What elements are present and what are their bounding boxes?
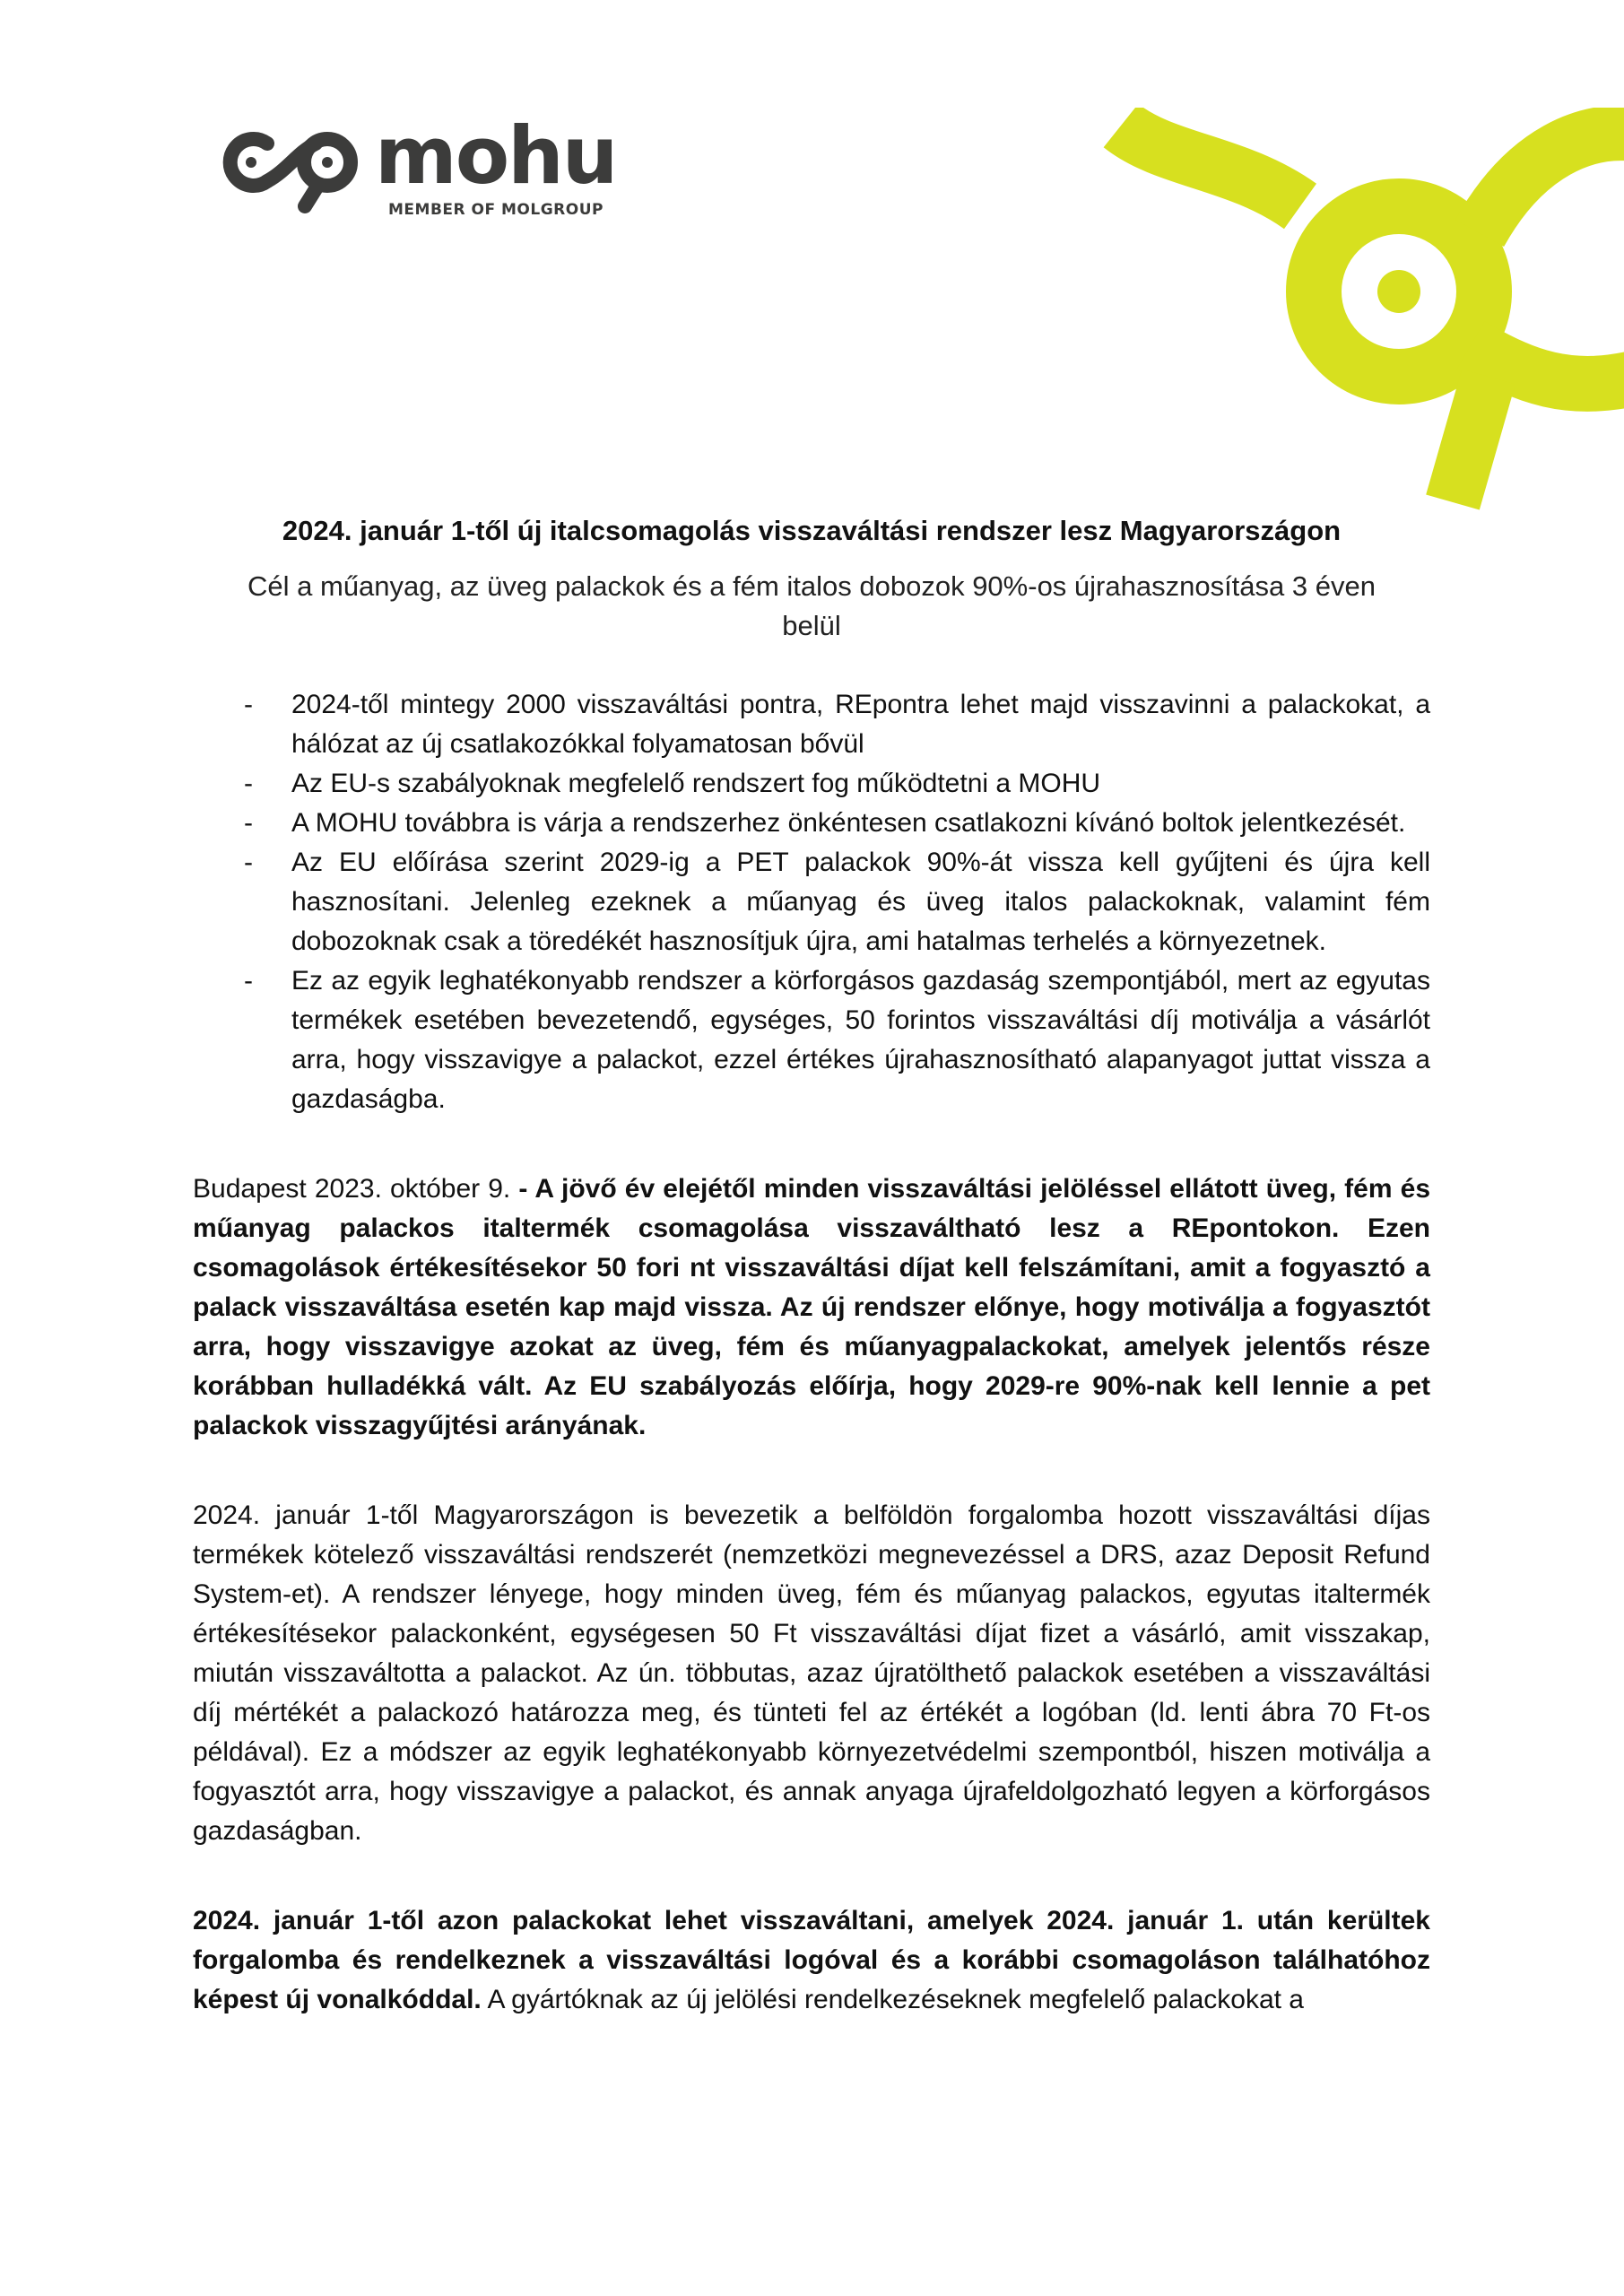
decorative-lime-swirl [1103,108,1624,511]
list-item: - Az EU-s szabályoknak megfelelő rendszert fog működtetni a MOHU [244,769,1101,798]
list-item: - Ez az egyik leghatékonyabb rendszer a körforgásos gazdaság szempontjából, mert az egyutas termékek esetében bevezetendő, egységes, 50 forintos visszaváltási díj motiválja a vásárlót arra, hogy visszavigye a palackot, ezzel értékes újrahasznosítható alapanyagot juttat vissza a gazdaságba. [244,966,1430,1114]
key-points-list [193,685,1430,1119]
document-title: 2024. január 1-től új italcsomagolás visszaváltási rendszer lesz Magyarországon [282,515,1342,546]
list-item: - Az EU előírása szerint 2029-ig a PET palackok 90%-át vissza kell gyűjteni és újra kell hasznosítani. Jelenleg ezeknek a műanyag és üveg italos palackoknak, valamint fém dobozoknak csak a töredékét hasznosítjuk újra, ami hatalmas terhelés a környezetnek. [244,848,1430,956]
document-subtitle: Cél a műanyag, az üveg palackok és a fém italos dobozok 90%-os újrahasznosítása 3 éven belül [248,570,1376,641]
mohu-logo-icon [215,117,377,215]
logo-wordmark: mohu [375,109,617,202]
document-body [193,511,1430,2020]
paragraph-lead [193,1170,1430,1446]
paragraph-body: 2024. január 1-től Magyarországon is bevezetik a belföldön forgalomba hozott visszaváltási díjas termékek kötelező visszaváltási rendszerét (nemzetközi megnevezéssel a DRS, azaz Deposit Refund System-et). A rendszer lényege, hogy minden üveg, fém és műanyag palackos, egyutas italtermék értékesítésekor palackonként, egységesen 50 Ft visszaváltási díjat fizet a vásárló, amit visszakap, miután visszaváltotta a palackot. Az ún. többutas, azaz újratölthető palackok esetében a visszaváltási díj mértékét a palackozó határozza meg, és tünteti fel az értékét a logóban (ld. lenti ábra 70 Ft-os példával). Ez a módszer az egyik leghatékonyabb környezetvédelmi szempontból, hiszen motiválja a fogyasztót arra, hogy visszavigye a palackot, és annak anyaga újrafeldolgozható legyen a körforgásos gazdaságban. [193,1500,1430,1846]
mohu-logo [215,109,617,224]
list-item: - 2024-től mintegy 2000 visszaváltási pontra, REpontra lehet majd visszavinni a palackokat, a hálózat az új csatlakozókkal folyamatosan bővül [244,690,1430,759]
list-item: - A MOHU továbbra is várja a rendszerhez önkéntesen csatlakozni kívánó boltok jelentkezését. [244,808,1406,838]
lead-bold-text: - A jövő év elejétől minden visszaváltási jelöléssel ellátott üveg, fém és műanyag palackos italtermék csomagolása visszaváltható lesz a REpontokon. Ezen csomagolások értékesítésekor 50 fori nt visszaváltási díjat kell felszámítani, amit a fogyasztó a palack visszaváltása esetén kap majd vissza. Az új rendszer előnye, hogy motiválja a fogyasztót arra, hogy visszavigye azokat az üveg, fém és műanyagpalackokat, amelyek jelentős része korábban hulladékká vált. Az EU szabályozás előírja, hogy 2029-re 90%-nak kell lennie a pet palackok visszagyűjtési arányának. [193,1174,1431,1440]
dateline: Budapest 2023. október 9. [193,1174,519,1204]
paragraph-closing [193,1901,1430,2020]
closing-bold-text: 2024. január 1-től azon palackokat lehet visszaváltani, amelyek 2024. január 1. után kerültek forgalomba és rendelkeznek a visszaváltási logóval és a korábbi csomagoláson találhatóhoz képest új vonalkóddal. [193,1906,1430,2014]
logo-tagline: MEMBER OF MOLGROUP [388,201,604,219]
closing-text: A gyártóknak az új jelölési rendelkezéseknek megfelelő palackokat a [481,1985,1304,2014]
